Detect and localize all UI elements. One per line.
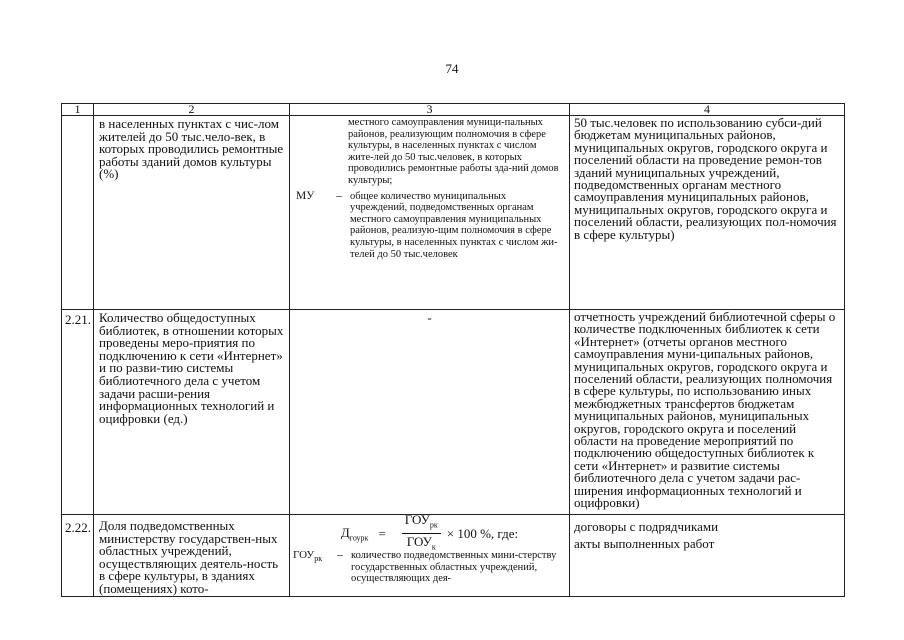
formula-tail: × 100 %, где: — [446, 526, 519, 541]
header-col-1: 1 — [62, 104, 94, 116]
indicator-name: Доля подведомственных министерству государствен-ных областных учреждений, осуществляющих деятель-ность в сфере культуры, в зданиях (помещениях) кото- — [99, 518, 279, 596]
header-col-3: 3 — [290, 104, 570, 116]
table-header-row — [62, 104, 845, 116]
row-number: 2.21. — [65, 312, 91, 327]
calculation-text: местного самоуправления муници-пальных районов, реализующим полномочия в сфере культуры, в населенных пунктах с числом жите-лей до 50 тыс.человек, в которых проводились ремонтные работы зда-ний домов культуры; — [348, 117, 559, 186]
formula-lhs: $Д_{гоурк}$ — [340, 525, 369, 543]
definition-text: общее количество муниципальных учреждений, подведомственных органам местного самоуправления муниципальных районов, реализую-щим полномочия в сфере культуры, в населенных пунктах с числом жи-телей до 50 тыс.человек — [350, 190, 558, 260]
table-row — [62, 515, 845, 597]
definition-symbol: МУ — [296, 189, 315, 202]
formula-denominator: $ГОУ_к$ — [406, 534, 436, 552]
source-cell — [570, 310, 845, 515]
calculation-cell — [290, 512, 570, 597]
row-number-cell — [62, 116, 94, 310]
indicator-table — [61, 103, 845, 597]
indicator-name-cell — [94, 310, 290, 515]
definition-text: количество подведомственных мини-стерству государственных областных учреждений, осуществляющих дея- — [351, 550, 557, 585]
source-text: отчетность учреждений библиотечной сферы о количестве подключенных библиотек к сети «Интернет» (отчеты органов местного самоуправления муни-ципальных районов, муниципальных округов, городского округа и поселений области, реализующих полномочия в сфере культуры, по использованию иных межбюджетных трансфертов бюджетам муниципальных районов, муниципальных округов, городского округа и поселений области на проведение мероприятий по подключению общедоступных библиотек к сети «Интернет» и развитие системы библиотечного дела с учетом задачи рас-ширения информационных технологий и оцифровки) — [574, 309, 836, 511]
definition-dash: – — [337, 549, 343, 561]
row-number-cell — [62, 310, 94, 515]
calculation-dash: - — [427, 310, 432, 325]
formula-fraction — [402, 513, 441, 554]
header-col-2: 2 — [94, 104, 290, 116]
formula — [290, 512, 569, 552]
definition-mu — [290, 191, 569, 261]
formula-equals: = — [378, 526, 386, 541]
indicator-name-cell — [94, 116, 290, 310]
indicator-name: Количество общедоступных библиотек, в отношении которых проведены меро-приятия по подключению к сети «Интернет» и по разви-тию системы библиотечного дела с учетом задачи расши-рения информационных технологий и оцифровки (ед.) — [99, 310, 284, 426]
source-text: 50 тыс.человек по использованию субси-дий бюджетам муниципальных районов, муниципальных округов, городского округа и поселений области на проведение ремон-тов зданий муниципальных учреждений, подведомственных органам местного самоуправления муниципальных районов, муниципальных округов, городского округа и поселений области, реализующих пол-номочия в сфере культуры) — [574, 115, 837, 242]
definition-gou — [290, 550, 569, 585]
source-line-2: акты выполненных работ — [574, 536, 715, 552]
definition-dash: – — [336, 189, 342, 202]
indicator-name: в населенных пунктах с чис-лом жителей до 50 тыс.чело-век, в которых проводились ремонтные работы зданий домов культуры (%) — [99, 116, 284, 182]
row-number-cell — [62, 515, 94, 597]
table-row — [62, 116, 845, 310]
definition-symbol: $ГОУ_{рк}$ — [293, 549, 323, 564]
page-number: 74 — [445, 61, 459, 76]
row-number: 2.22. — [65, 520, 91, 535]
source-cell — [570, 116, 845, 310]
formula-numerator: $ГОУ_{рк}$ — [402, 513, 441, 534]
calculation-cell — [290, 310, 570, 515]
header-col-4: 4 — [570, 104, 845, 116]
source-cell — [570, 515, 845, 597]
table-row — [62, 310, 845, 515]
source-line-1: договоры с подрядчиками — [574, 519, 719, 534]
indicator-name-cell — [94, 515, 290, 597]
calculation-cell — [290, 116, 570, 310]
